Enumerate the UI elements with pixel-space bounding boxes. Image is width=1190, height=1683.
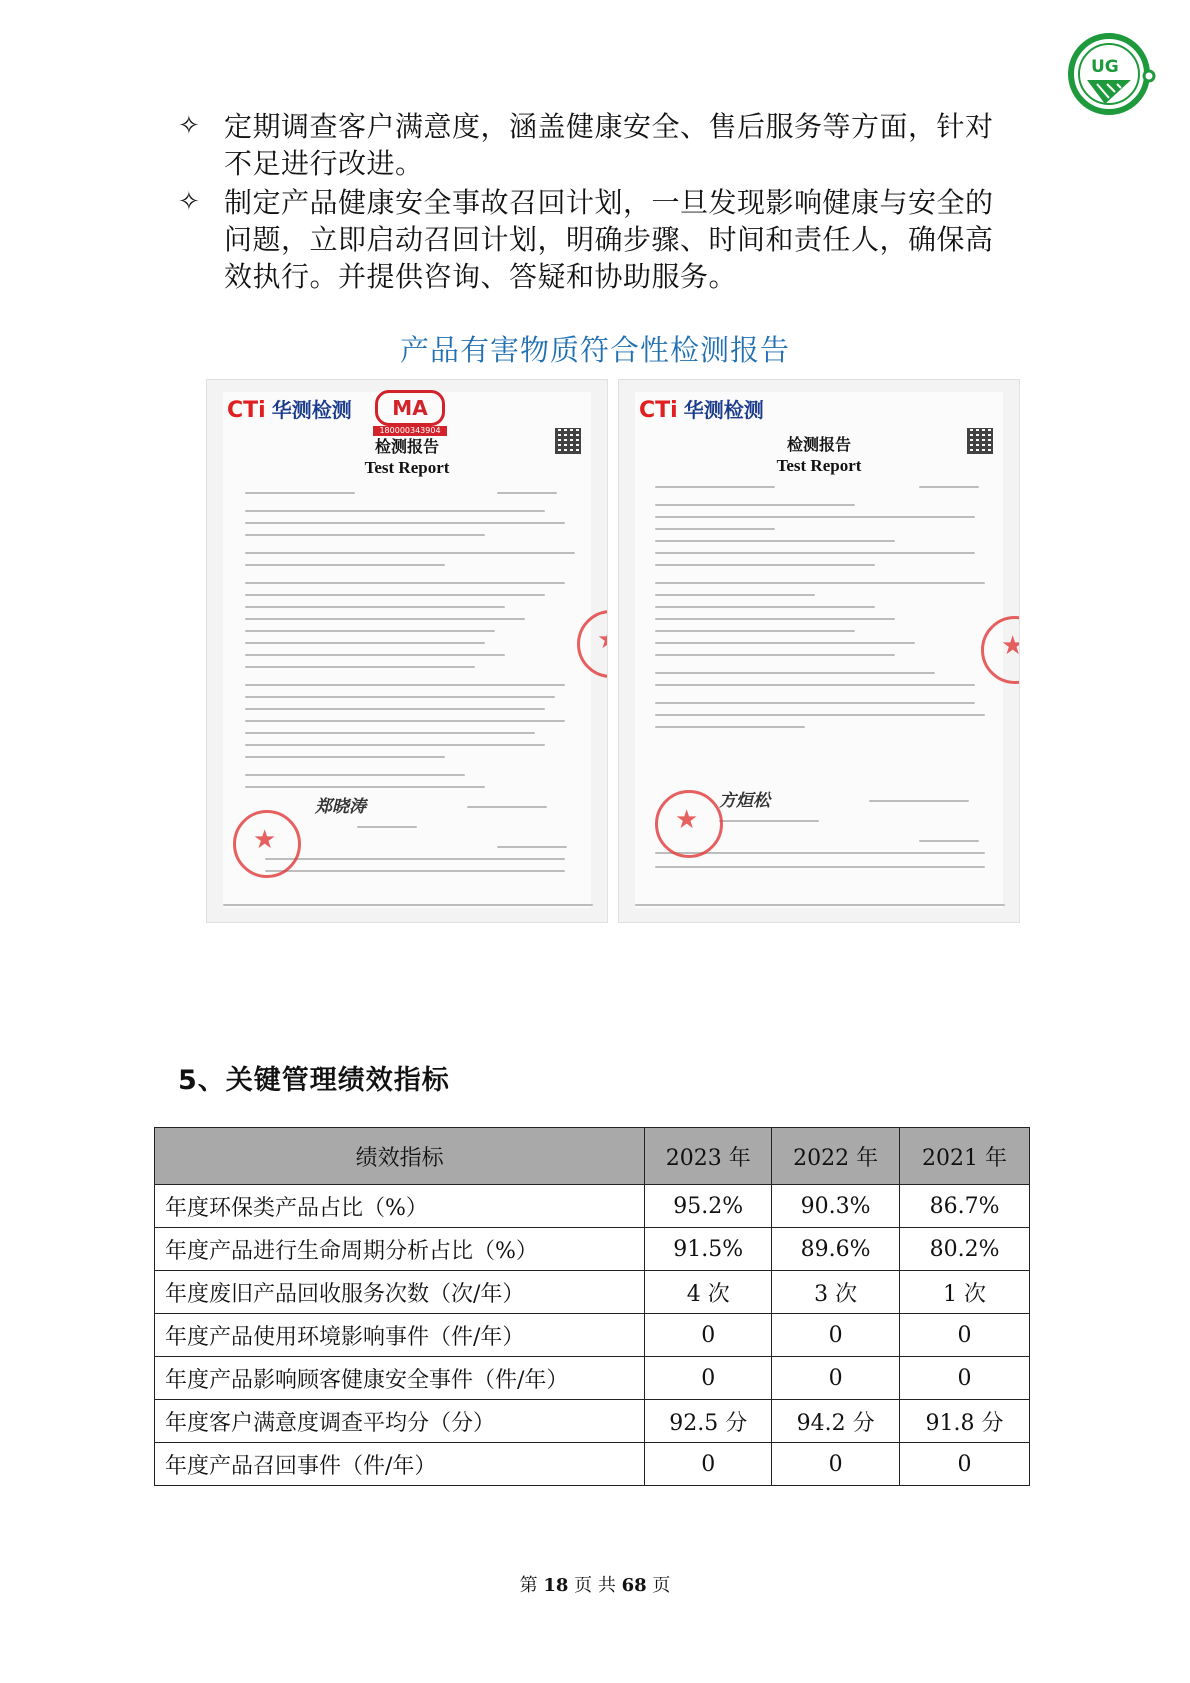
list-item bbox=[178, 108, 1018, 182]
diamond-bullet-icon: ✧ bbox=[178, 111, 200, 141]
table-row bbox=[155, 1400, 1030, 1443]
column-header: 2023 年 bbox=[645, 1128, 772, 1185]
metric-name: 年度产品召回事件（件/年） bbox=[155, 1443, 645, 1486]
table-cell: 3 次 bbox=[772, 1271, 900, 1314]
cti-logo: CTi 华测检测 bbox=[639, 398, 764, 423]
table-cell: 4 次 bbox=[645, 1271, 772, 1314]
metric-name: 年度环保类产品占比（%） bbox=[155, 1185, 645, 1228]
table-row bbox=[155, 1357, 1030, 1400]
section-heading: 5、关键管理绩效指标 bbox=[178, 1065, 450, 1096]
ma-number: 180000343904 bbox=[373, 426, 447, 436]
test-report-image-left bbox=[207, 380, 607, 922]
table-cell: 90.3% bbox=[772, 1185, 900, 1228]
table-cell: 0 bbox=[645, 1314, 772, 1357]
table-cell: 94.2 分 bbox=[772, 1400, 900, 1443]
diamond-bullet-icon: ✧ bbox=[178, 187, 200, 217]
column-header: 绩效指标 bbox=[155, 1128, 645, 1185]
table-row bbox=[155, 1443, 1030, 1486]
table-cell: 0 bbox=[772, 1357, 900, 1400]
table-cell: 1 次 bbox=[900, 1271, 1030, 1314]
column-header: 2021 年 bbox=[900, 1128, 1030, 1185]
cti-logo: CTi 华测检测 bbox=[227, 398, 352, 423]
bullet-text: 定期调查客户满意度，涵盖健康安全、售后服务等方面，针对不足进行改进。 bbox=[224, 110, 994, 180]
signature: 郑晓涛 bbox=[315, 797, 366, 816]
figure-title: 产品有害物质符合性检测报告 bbox=[399, 333, 790, 367]
table-cell: 0 bbox=[900, 1314, 1030, 1357]
table-cell: 0 bbox=[900, 1357, 1030, 1400]
kpi-table bbox=[154, 1127, 1030, 1486]
table-cell: 92.5 分 bbox=[645, 1400, 772, 1443]
seal-icon bbox=[233, 810, 301, 878]
page-total: 68 bbox=[621, 1575, 647, 1596]
company-logo-icon bbox=[1065, 24, 1161, 120]
metric-name: 年度产品影响顾客健康安全事件（件/年） bbox=[155, 1357, 645, 1400]
table-cell: 0 bbox=[645, 1443, 772, 1486]
metric-name: 年度产品使用环境影响事件（件/年） bbox=[155, 1314, 645, 1357]
table-row bbox=[155, 1271, 1030, 1314]
table-cell: 89.6% bbox=[772, 1228, 900, 1271]
table-row bbox=[155, 1185, 1030, 1228]
metric-name: 年度废旧产品回收服务次数（次/年） bbox=[155, 1271, 645, 1314]
page-footer: 第 18 页 共 68 页 bbox=[519, 1575, 671, 1596]
table-cell: 91.8 分 bbox=[900, 1400, 1030, 1443]
bullet-list bbox=[178, 108, 1018, 297]
report-title: 检测报告 Test Report bbox=[364, 439, 450, 477]
metric-name: 年度产品进行生命周期分析占比（%） bbox=[155, 1228, 645, 1271]
seal-icon bbox=[655, 790, 723, 858]
signature: 方烜松 bbox=[719, 791, 770, 810]
column-header: 2022 年 bbox=[772, 1128, 900, 1185]
test-report-image-right bbox=[619, 380, 1019, 922]
report-title: 检测报告 Test Report bbox=[776, 437, 862, 475]
table-cell: 0 bbox=[900, 1443, 1030, 1486]
ma-mark-icon: MA bbox=[375, 390, 445, 426]
svg-text:UG: UG bbox=[1091, 57, 1119, 77]
table-cell: 0 bbox=[772, 1443, 900, 1486]
table-row bbox=[155, 1314, 1030, 1357]
table-cell: 0 bbox=[645, 1357, 772, 1400]
table-cell: 91.5% bbox=[645, 1228, 772, 1271]
table-header-row bbox=[155, 1128, 1030, 1185]
table-cell: 86.7% bbox=[900, 1185, 1030, 1228]
table-cell: 0 bbox=[772, 1314, 900, 1357]
list-item bbox=[178, 184, 1018, 295]
metric-name: 年度客户满意度调查平均分（分） bbox=[155, 1400, 645, 1443]
table-cell: 95.2% bbox=[645, 1185, 772, 1228]
page-number: 18 bbox=[543, 1575, 569, 1596]
bullet-text: 制定产品健康安全事故召回计划，一旦发现影响健康与安全的问题，立即启动召回计划，明确步骤、时间和责任人，确保高效执行。并提供咨询、答疑和协助服务。 bbox=[224, 186, 994, 293]
table-row bbox=[155, 1228, 1030, 1271]
table-cell: 80.2% bbox=[900, 1228, 1030, 1271]
